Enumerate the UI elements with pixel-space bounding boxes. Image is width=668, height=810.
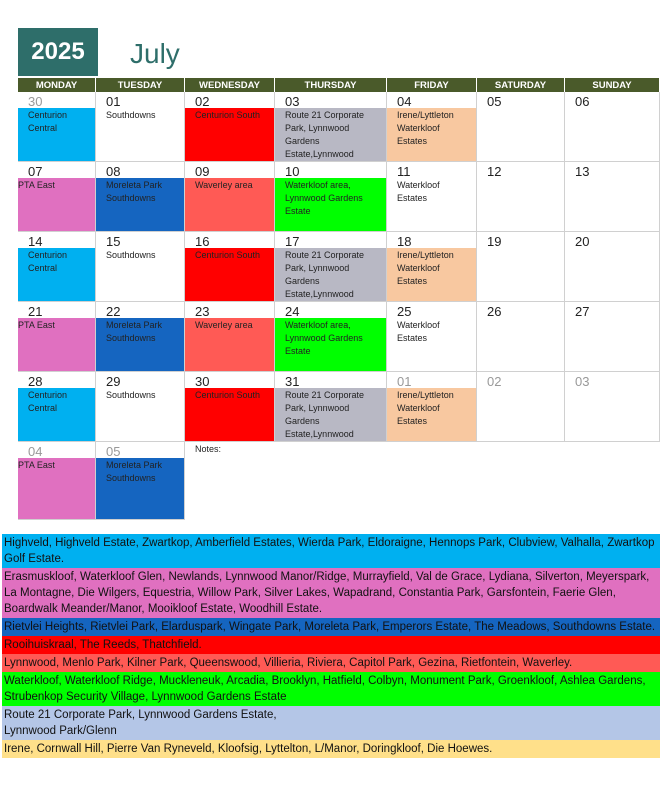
day-cell <box>565 302 660 372</box>
day-cell <box>477 232 565 302</box>
day-cell <box>96 372 185 442</box>
area-label: Route 21 Corporate Park, Lynnwood Gardens Estate,Lynnwood <box>285 110 365 159</box>
month-title: July <box>130 38 180 69</box>
day-cell <box>275 92 387 162</box>
area-label: Waterkloof area, Lynnwood Gardens Estate <box>285 180 363 216</box>
weekday-header-wednesday: WEDNESDAY <box>185 78 275 92</box>
day-number: 01 <box>106 94 121 109</box>
day-cell <box>275 302 387 372</box>
day-cell <box>96 302 185 372</box>
day-number: 21 <box>28 304 43 319</box>
day-number: 16 <box>195 234 210 249</box>
area-label: Waterkloof Estates <box>397 180 440 203</box>
day-number: 30 <box>195 374 210 389</box>
legend-row: Erasmuskloof, Waterkloof Glen, Newlands, Lynnwood Manor/Ridge, Murrayfield, Val de Grace, Lydiana, Silverton, Meyerspark, La Montagne, Die Wilgers, Equestria, Willow Park, Silver Lakes, Wapadrand, Constantia Park, Garsfontein, Faerie Glen, Boardwalk Meander/Manor, Mooikloof Estate, Woodhill Estate. <box>2 568 660 618</box>
day-number: 04 <box>397 94 412 109</box>
day-number: 15 <box>106 234 121 249</box>
day-number: 07 <box>28 164 43 179</box>
weekday-header-saturday: SATURDAY <box>477 78 565 92</box>
area-label: Waterkloof Estates <box>397 320 440 343</box>
area-legend <box>2 534 660 758</box>
area-label: Centurion Central <box>28 390 68 413</box>
day-cell <box>275 162 387 232</box>
area-label: Waverley area <box>195 320 253 330</box>
day-cell <box>96 162 185 232</box>
day-number: 25 <box>397 304 412 319</box>
day-number: 04 <box>28 444 43 459</box>
day-number: 31 <box>285 374 300 389</box>
day-cell <box>387 92 477 162</box>
day-number: 06 <box>575 94 590 109</box>
weekday-header-monday: MONDAY <box>18 78 96 92</box>
area-label: Route 21 Corporate Park, Lynnwood Gardens Estate,Lynnwood <box>285 250 365 299</box>
day-number: 13 <box>575 164 590 179</box>
day-cell <box>565 232 660 302</box>
weekday-header-friday: FRIDAY <box>387 78 477 92</box>
day-number: 18 <box>397 234 412 249</box>
day-cell <box>96 92 185 162</box>
legend-row: Highveld, Highveld Estate, Zwartkop, Amberfield Estates, Wierda Park, Eldoraigne, Hennops Park, Clubview, Valhalla, Zwartkop Golf Estate. <box>2 534 660 568</box>
day-number: 03 <box>285 94 300 109</box>
day-cell <box>275 232 387 302</box>
area-label: PTA East <box>18 320 55 330</box>
day-cell <box>387 162 477 232</box>
day-number: 01 <box>397 374 412 389</box>
day-cell <box>477 92 565 162</box>
calendar-week-row <box>18 372 660 442</box>
day-number: 08 <box>106 164 121 179</box>
day-cell <box>185 302 275 372</box>
calendar-week-row <box>18 442 660 520</box>
area-label: Moreleta Park Southdowns <box>106 460 163 483</box>
legend-row: Route 21 Corporate Park, Lynnwood Gardens Estate, Lynnwood Park/Glenn <box>2 706 660 740</box>
day-number: 02 <box>195 94 210 109</box>
legend-row: Waterkloof, Waterkloof Ridge, Muckleneuk, Arcadia, Brooklyn, Hatfield, Colbyn, Monument Park, Groenkloof, Ashlea Gardens, Strubenkop Security Village, Lynnwood Gardens Estate <box>2 672 660 706</box>
area-label: Waverley area <box>195 180 253 190</box>
day-number: 10 <box>285 164 300 179</box>
legend-row: Rietvlei Heights, Rietvlei Park, Elarduspark, Wingate Park, Moreleta Park, Emperors Estate, The Meadows, Southdowns Estate. <box>2 618 660 636</box>
area-label: Irene/Lyttleton Waterkloof Estates <box>397 390 454 426</box>
day-cell <box>565 372 660 442</box>
day-number: 14 <box>28 234 43 249</box>
area-label: Centurion Central <box>28 250 68 273</box>
day-number: 24 <box>285 304 300 319</box>
notes-area <box>185 442 660 520</box>
calendar-week-row <box>18 92 660 162</box>
day-cell <box>185 162 275 232</box>
area-label: PTA East <box>18 460 55 470</box>
day-cell <box>387 232 477 302</box>
day-cell <box>565 92 660 162</box>
day-cell <box>18 302 96 372</box>
weekday-header-tuesday: TUESDAY <box>96 78 185 92</box>
day-number: 22 <box>106 304 121 319</box>
day-number: 05 <box>106 444 121 459</box>
area-label: Southdowns <box>106 110 156 120</box>
area-label: Route 21 Corporate Park, Lynnwood Gardens Estate,Lynnwood <box>285 390 365 439</box>
day-cell <box>18 232 96 302</box>
area-label: Southdowns <box>106 390 156 400</box>
notes-label: Notes: <box>195 444 222 454</box>
day-number: 20 <box>575 234 590 249</box>
day-cell <box>18 372 96 442</box>
legend-row: Irene, Cornwall Hill, Pierre Van Ryneveld, Kloofsig, Lyttelton, L/Manor, Doringkloof, Die Hoewes. <box>2 740 660 758</box>
area-label: Irene/Lyttleton Waterkloof Estates <box>397 250 454 286</box>
area-label: Centurion Central <box>28 110 68 133</box>
day-number: 05 <box>487 94 502 109</box>
day-cell <box>18 92 96 162</box>
day-cell <box>387 302 477 372</box>
day-number: 09 <box>195 164 210 179</box>
day-cell <box>387 372 477 442</box>
day-cell <box>477 162 565 232</box>
calendar-week-row <box>18 302 660 372</box>
day-number: 11 <box>397 164 411 179</box>
day-number: 30 <box>28 94 43 109</box>
legend-row: Lynnwood, Menlo Park, Kilner Park, Queenswood, Villieria, Riviera, Capitol Park, Gezina, Rietfontein, Waverley. <box>2 654 660 672</box>
day-number: 17 <box>285 234 300 249</box>
day-number: 03 <box>575 374 590 389</box>
day-cell <box>96 442 185 520</box>
weekday-header-thursday: THURSDAY <box>275 78 387 92</box>
day-cell <box>565 162 660 232</box>
area-label: Centurion South <box>195 250 261 260</box>
area-label: Centurion South <box>195 110 261 120</box>
day-cell <box>477 372 565 442</box>
day-number: 19 <box>487 234 502 249</box>
area-label: Moreleta Park Southdowns <box>106 320 163 343</box>
area-label: Centurion South <box>195 390 261 400</box>
day-cell <box>96 232 185 302</box>
day-number: 28 <box>28 374 43 389</box>
weekday-header-row <box>18 78 660 92</box>
calendar-grid <box>18 92 660 520</box>
day-number: 02 <box>487 374 502 389</box>
day-number: 29 <box>106 374 121 389</box>
legend-row: Rooihuiskraal, The Reeds, Thatchfield. <box>2 636 660 654</box>
day-cell <box>185 372 275 442</box>
weekday-header-sunday: SUNDAY <box>565 78 660 92</box>
day-cell <box>185 232 275 302</box>
day-number: 27 <box>575 304 590 319</box>
calendar-week-row <box>18 232 660 302</box>
area-label: Moreleta Park Southdowns <box>106 180 163 203</box>
area-label: Irene/Lyttleton Waterkloof Estates <box>397 110 454 146</box>
day-cell <box>185 92 275 162</box>
day-cell <box>18 442 96 520</box>
day-number: 26 <box>487 304 502 319</box>
area-label: PTA East <box>18 180 55 190</box>
year-badge: 2025 <box>18 28 98 76</box>
day-cell <box>477 302 565 372</box>
area-label: Waterkloof area, Lynnwood Gardens Estate <box>285 320 363 356</box>
day-cell <box>18 162 96 232</box>
day-number: 23 <box>195 304 210 319</box>
day-number: 12 <box>487 164 502 179</box>
calendar-week-row <box>18 162 660 232</box>
area-label: Southdowns <box>106 250 156 260</box>
day-cell <box>275 372 387 442</box>
